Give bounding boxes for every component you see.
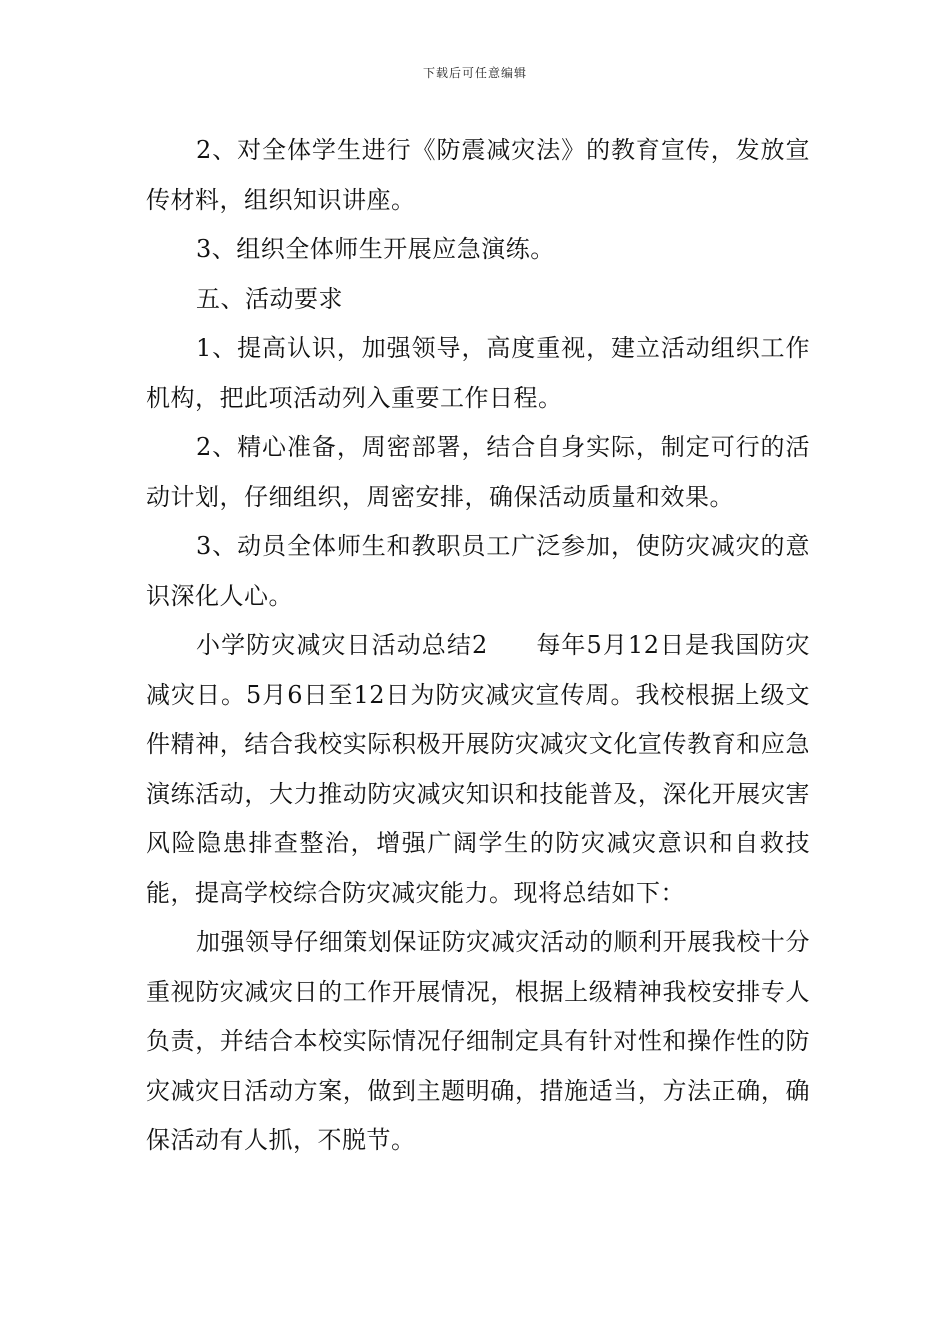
paragraph-requirement-2: 2、精心准备，周密部署，结合自身实际，制定可行的活动计划，仔细组织，周密安排，确保活动质量和效果。	[146, 433, 810, 511]
section-heading-activity-requirements: 五、活动要求	[196, 284, 343, 313]
paragraph-requirement-1: 1、提高认识，加强领导，高度重视，建立活动组织工作机构，把此项活动列入重要工作日程。	[146, 334, 810, 412]
paragraph-1: 2、对全体学生进行《防震减灾法》的教育宣传，发放宣传材料，组织知识讲座。	[146, 136, 810, 214]
paragraph-requirement-3: 3、动员全体师生和教职员工广泛参加，使防灾减灾的意识深化人心。	[146, 532, 810, 610]
document-body	[146, 126, 810, 1166]
page-header: 下载后可任意编辑	[422, 66, 527, 80]
paragraph-2: 3、组织全体师生开展应急演练。	[196, 235, 555, 263]
summary-title: 小学防灾减灾日活动总结2	[196, 631, 488, 659]
summary-body: 每年5月12日是我国防灾减灾日。5月6日至12日为防灾减灾宣传周。我校根据上级文件精神，结合我校实际积极开展防灾减灾文化宣传教育和应急演练活动，大力推动防灾减灾知识和技能普及，深化开展灾害风险隐患排查整治，增强广阔学生的防灾减灾意识和自救技能，提高学校综合防灾减灾能力。现将总结如下：	[146, 631, 810, 907]
closing-paragraph: 加强领导仔细策划保证防灾减灾活动的顺利开展我校十分重视防灾减灾日的工作开展情况，根据上级精神我校安排专人负责，并结合本校实际情况仔细制定具有针对性和操作性的防灾减灾日活动方案，做到主题明确，措施适当，方法正确，确保活动有人抓，不脱节。	[146, 928, 810, 1154]
summary-paragraph	[146, 621, 810, 918]
